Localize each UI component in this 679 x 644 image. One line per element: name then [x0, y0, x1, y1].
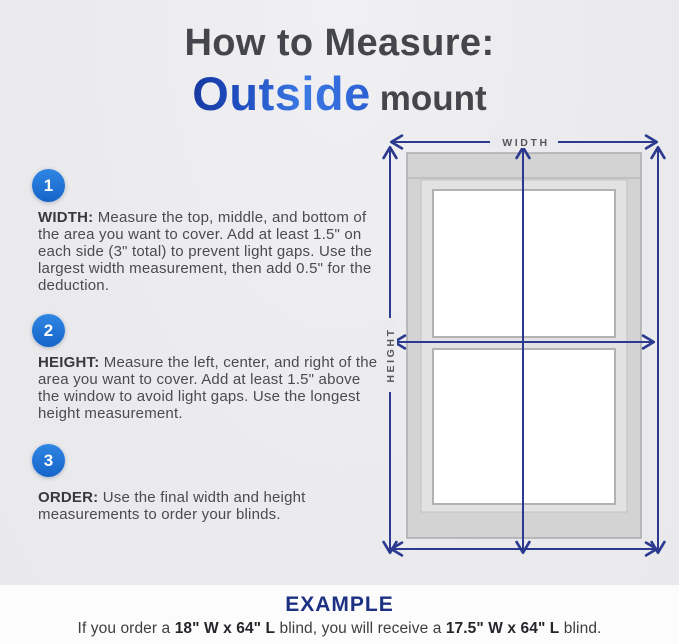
step-1-text [38, 209, 378, 294]
example-footer [0, 585, 679, 644]
height-label: HEIGHT [385, 327, 397, 383]
step-height [30, 314, 378, 422]
step-width [30, 169, 378, 294]
step-1-body: Measure the top, middle, and bottom of the area you want to cover. Add at least 1.5" on each side (3" total) to prevent light gaps. Use the largest width measurement, then add 0.5" for the deduction. [38, 209, 373, 294]
step-2-number-badge: 2 [32, 314, 65, 347]
window-measurement-diagram [375, 128, 679, 570]
step-order [30, 444, 378, 523]
step-3-text [38, 489, 378, 523]
example-middle: blind, you will receive a [275, 620, 446, 637]
step-2-label: HEIGHT: [38, 354, 100, 371]
step-2-body: Measure the left, center, and right of the area you want to cover. Add at least 1.5" above the window to avoid light gaps. Use the longest height measurement. [38, 354, 378, 422]
example-heading: EXAMPLE [285, 593, 394, 616]
example-prefix: If you order a [77, 620, 175, 637]
step-3-number-badge: 3 [32, 444, 65, 477]
step-1-label: WIDTH: [38, 209, 94, 226]
title-highlight-outside: Outside [192, 67, 371, 120]
title-line1: How to Measure: [184, 22, 495, 64]
page-title [0, 22, 679, 121]
step-1-number-badge: 1 [32, 169, 65, 202]
example-receive-size: 17.5" W x 64" L [445, 620, 560, 637]
example-suffix: blind. [559, 620, 602, 637]
title-suffix-mount: mount [379, 79, 487, 118]
step-2-text [38, 354, 378, 422]
width-label: WIDTH [502, 137, 550, 149]
title-line2 [0, 66, 679, 121]
step-3-label: ORDER: [38, 489, 99, 506]
step-3-body: Use the final width and height measurements to order your blinds. [38, 489, 306, 523]
example-sentence [0, 620, 679, 638]
example-order-size: 18" W x 64" L [174, 620, 276, 637]
